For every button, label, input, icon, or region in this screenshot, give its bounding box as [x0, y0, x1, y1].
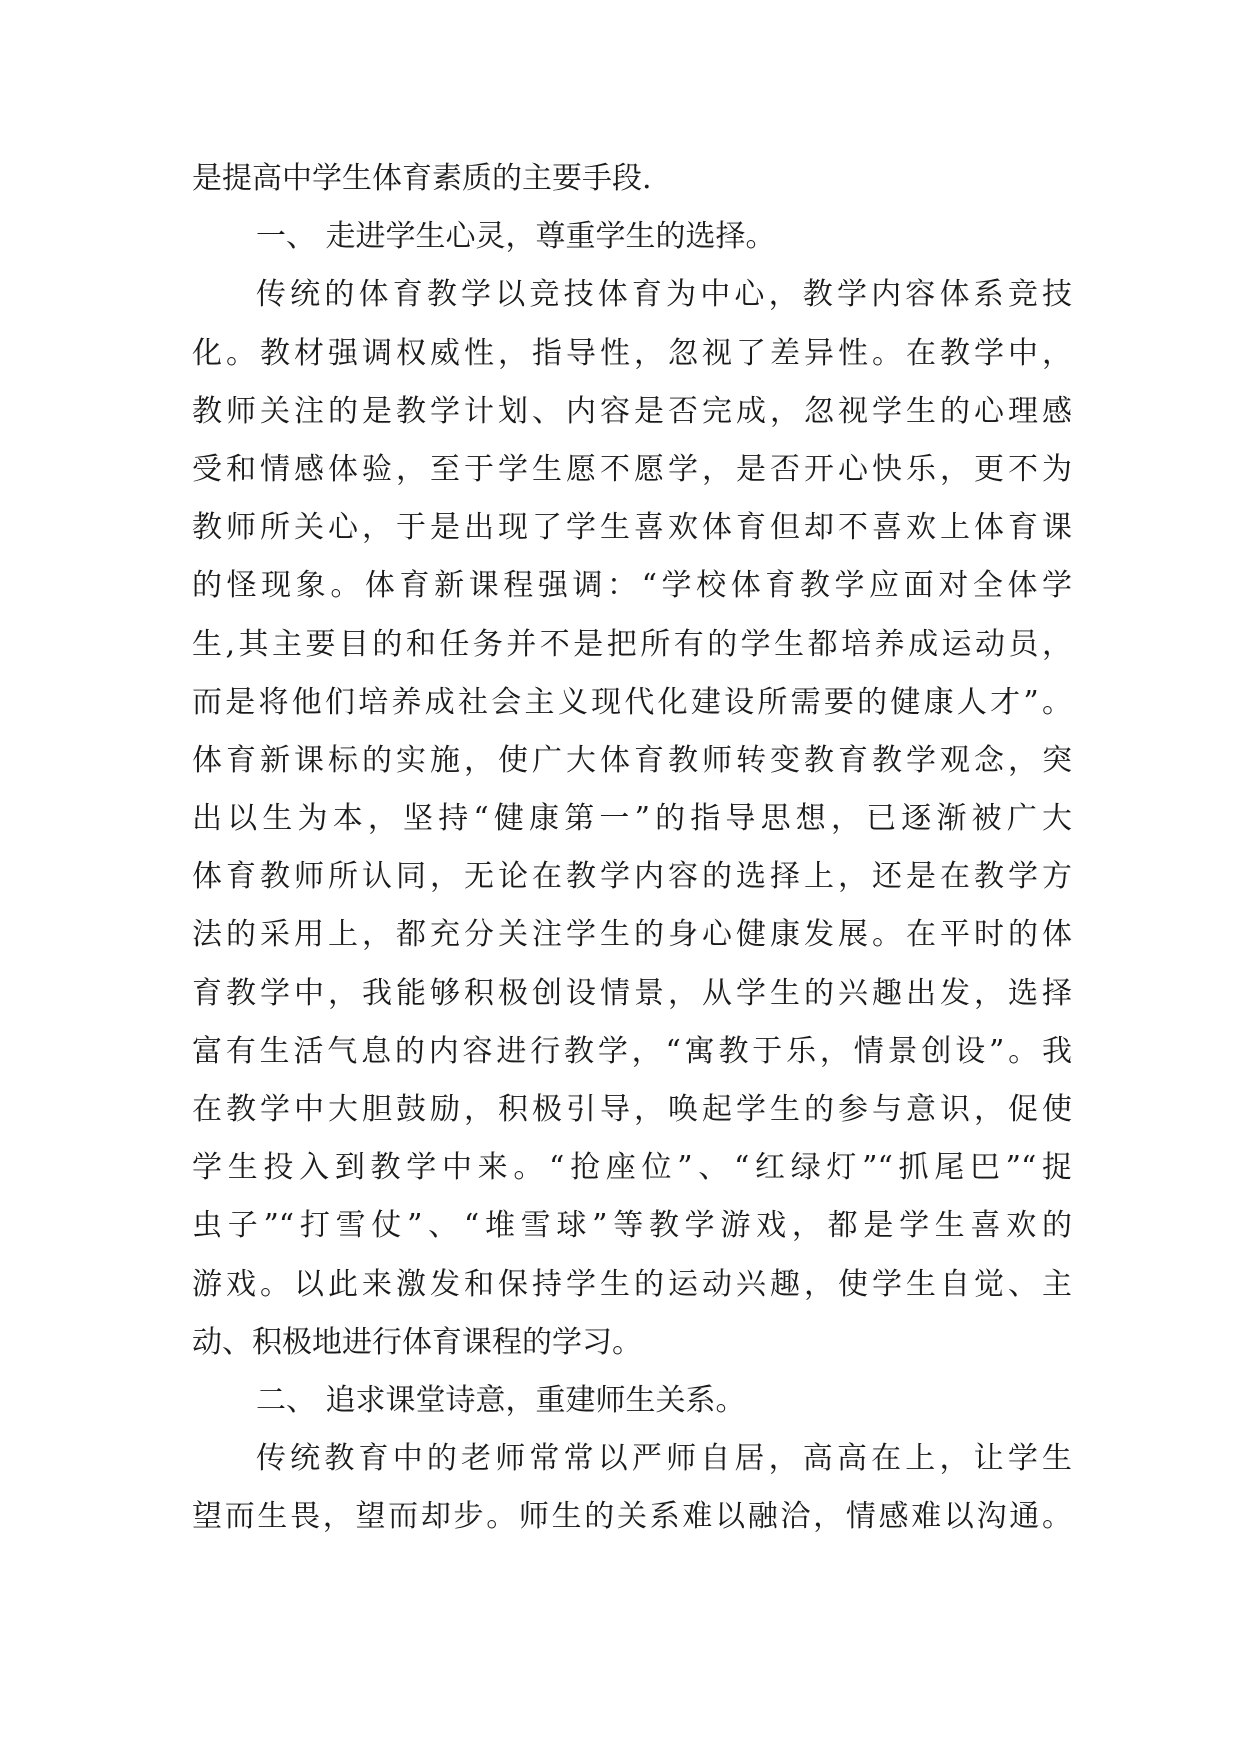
paragraph-line: 在教学中大胆鼓励，积极引导，唤起学生的参与意识，促使 [192, 1092, 1072, 1127]
paragraph-line: 生,其主要目的和任务并不是把所有的学生都培养成运动员， [192, 626, 1072, 662]
paragraph-line: 富有生活气息的内容进行教学，“寓教于乐，情景创设”。我 [192, 1033, 1072, 1069]
document-page [192, 150, 1072, 1547]
paragraph-line: 教师所关心，于是出现了学生喜欢体育但却不喜欢上体育课 [192, 510, 1072, 546]
paragraph-line: 出以生为本，坚持“健康第一”的指导思想，已逐渐被广大 [192, 801, 1072, 837]
paragraph-line: 虫子”“打雪仗”、“堆雪球”等教学游戏，都是学生喜欢的 [192, 1208, 1072, 1244]
paragraph-line: 游戏。以此来激发和保持学生的运动兴趣，使学生自觉、主 [192, 1266, 1072, 1302]
paragraph-line: 而是将他们培养成社会主义现代化建设所需要的健康人才”。 [192, 684, 1072, 720]
paragraph-line: 受和情感体验，至于学生愿不愿学，是否开心快乐，更不为 [192, 451, 1072, 487]
paragraph-line: 传统教育中的老师常常以严师自居，高高在上，让学生 [256, 1441, 1072, 1477]
paragraph-line: 法的采用上，都充分关注学生的身心健康发展。在平时的体 [192, 917, 1072, 953]
paragraph-line: 体育教师所认同，无论在教学内容的选择上，还是在教学方 [192, 859, 1072, 895]
paragraph-line: 是提高中学生体育素质的主要手段. [192, 161, 652, 196]
section-heading: 一、 走进学生心灵，尊重学生的选择。 [256, 219, 776, 255]
section-heading: 二、 追求课堂诗意，重建师生关系。 [256, 1382, 746, 1418]
paragraph-line: 传统的体育教学以竞技体育为中心，教学内容体系竞技 [256, 277, 1072, 313]
paragraph-line: 动、积极地进行体育课程的学习。 [192, 1324, 642, 1360]
paragraph-line: 的怪现象。体育新课程强调：“学校体育教学应面对全体学 [192, 568, 1072, 604]
paragraph-line: 育教学中，我能够积极创设情景，从学生的兴趣出发，选择 [192, 975, 1072, 1011]
paragraph-line: 化。教材强调权威性，指导性，忽视了差异性。在教学中， [192, 335, 1072, 371]
paragraph-line: 体育新课标的实施，使广大体育教师转变教育教学观念，突 [192, 742, 1072, 778]
paragraph-line: 教师关注的是教学计划、内容是否完成，忽视学生的心理感 [192, 393, 1072, 429]
paragraph-line: 望而生畏，望而却步。师生的关系难以融洽，情感难以沟通。 [192, 1499, 1072, 1535]
paragraph-line: 学生投入到教学中来。“抢座位”、“红绿灯”“抓尾巴”“捉 [192, 1150, 1072, 1186]
